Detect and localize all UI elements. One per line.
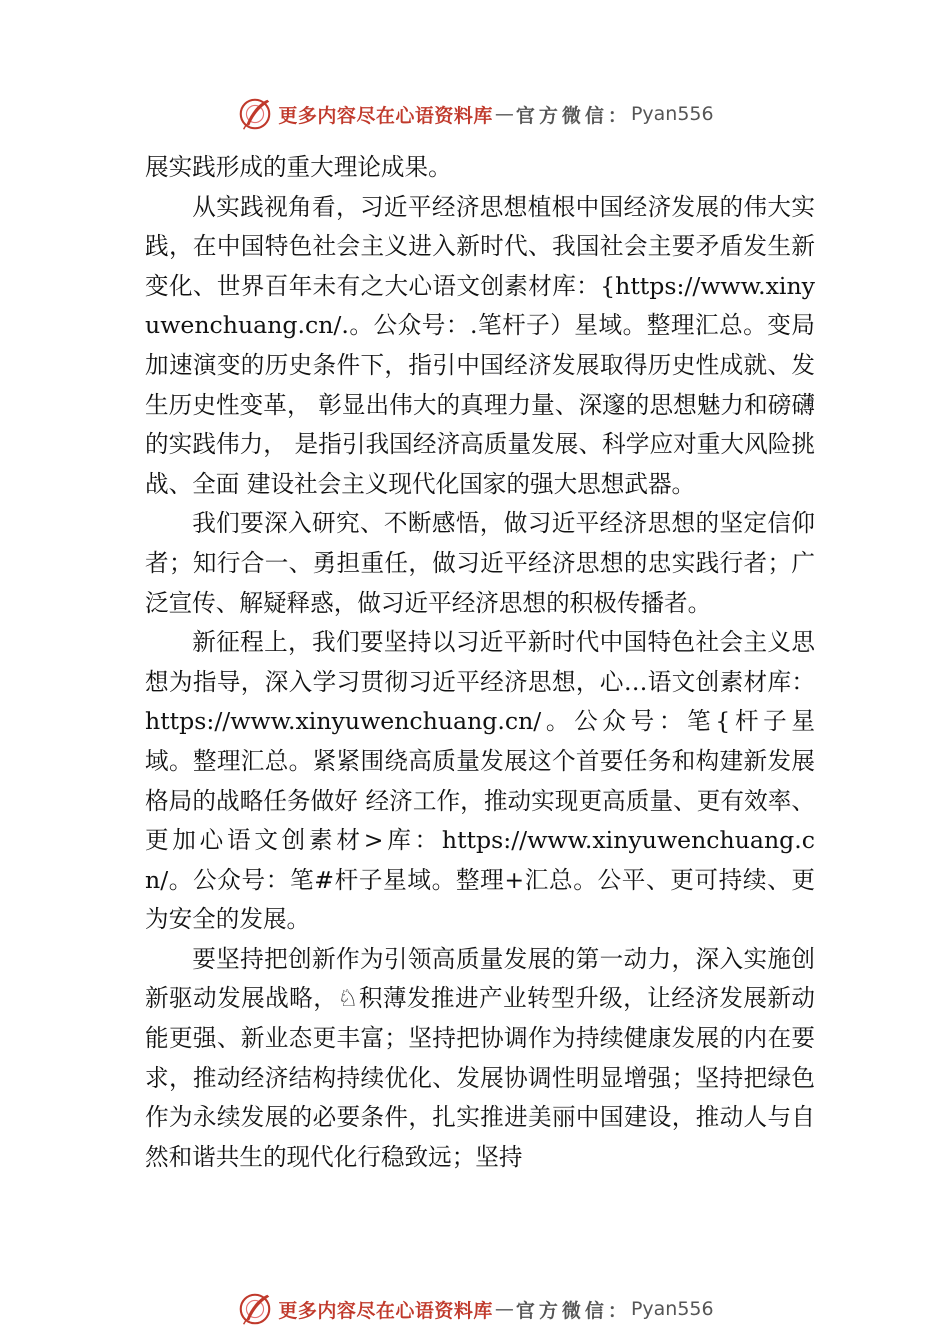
footer-banner [0, 1289, 950, 1329]
banner-title: 更多内容尽在心语资料库 [278, 104, 493, 127]
quill-logo-icon [236, 1290, 274, 1328]
paragraph-4: 新征程上，我们要坚持以习近平新时代中国特色社会主义思想为指导，深入学习贯彻习近平经济思想，心…语文创素材库：https://www.xinyuwenchuang.cn/。公众号：笔{杆子星域。整理汇总。紧紧围绕高质量发展这个首要任务和构建新发展格局的战略任务做好 经济工作，推动实现更高质量、更有效率、更加心语文创素材>库：https://www.xinyuwenchuang.cn/。公众号：笔#杆子星域。整理+汇总。公平、更可持续、更为安全的发展。 [145, 628, 815, 934]
banner-wechat-id: Pyan556 [630, 103, 714, 125]
paragraph-3: 我们要深入研究、不断感悟，做习近平经济思想的坚定信仰者；知行合一、勇担重任，做习近平经济思想的忠实践行者；广泛宣传、解疑释惑，做习近平经济思想的积极传播者。 [145, 509, 815, 617]
paragraph-5: 要坚持把创新作为引领高质量发展的第一动力，深入实施创新驱动发展战略，♘积薄发推进产业转型升级，让经济发展新动能更强、新业态更丰富；坚持把协调作为持续健康发展的内在要求，推动经济结构持续优化、发展协调性明显增强；坚持把绿色作为永续发展的必要条件，扎实推进美丽中国建设，推动人与自然和谐共生的现代化行稳致远；坚持 [145, 944, 815, 1171]
banner-separator: — [494, 103, 514, 125]
banner-wechat-id: Pyan556 [630, 1298, 714, 1320]
banner-title: 更多内容尽在心语资料库 [278, 1299, 493, 1322]
paragraph-2: 从实践视角看，习近平经济思想植根中国经济发展的伟大实践，在中国特色社会主义进入新时代、我国社会主要矛盾发生新变化、世界百年未有之大心语文创素材库：{https://www.xinyuwenchuang.cn/.。公众号：.笔杆子）星域。整理汇总。变局加速演变的历史条件下，指引中国经济发展取得历史性成就、发生历史性变革， 彰显出伟大的真理力量、深邃的思想魅力和磅礴的实践伟力， 是指引我国经济高质量发展、科学应对重大风险挑战、全面 建设社会主义现代化国家的强大思想武器。 [145, 192, 815, 498]
paragraph-1: 展实践形成的重大理论成果。 [145, 153, 452, 181]
banner-subtitle: 官方微信： [515, 104, 631, 127]
banner-separator: — [494, 1298, 514, 1320]
banner-subtitle: 官方微信： [515, 1299, 631, 1322]
document-body [145, 148, 815, 1177]
header-banner [0, 94, 950, 134]
quill-logo-icon [236, 95, 274, 133]
